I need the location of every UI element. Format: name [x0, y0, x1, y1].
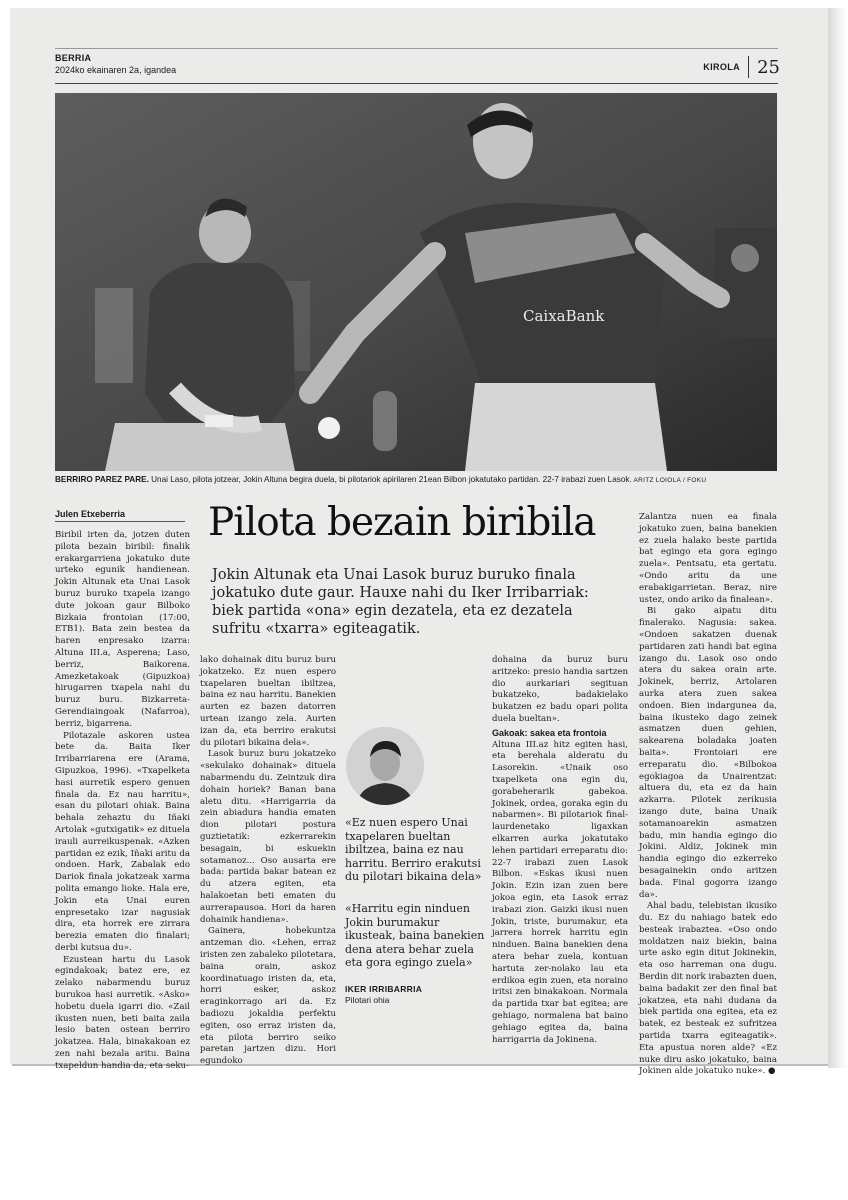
article-subhead: Jokin Altunak eta Unai Lasok buruz buruko finala jokatuko dute gaur. Hauxe nahi du Iker Irribarriak: biek partida «ona» egin dezatela, eta ez dezatela sufritu «txarra» egiteagatik.	[212, 567, 589, 637]
quote-attribution	[345, 984, 422, 1006]
folio-divider	[748, 56, 749, 78]
photo-illustration	[55, 93, 777, 471]
body-paragraph: Gainera, hobekuntza antzeman dio. «Lehen, erraz iristen zen zabaleko pilotetara, baina orain, askoz koordinatuago iristen da, eta, horri esker, askoz eraginkorrago ari da. Ez badiozu jokaldia perfektu egiten, oso erraz iristen da, eta pilota berriro seiko paretan jartzen dizu. Hori egundoko	[200, 926, 336, 1067]
article-column-1	[55, 530, 190, 1073]
page-number: 25	[757, 56, 780, 78]
newspaper-name: BERRIA	[55, 53, 92, 63]
page-edge-shadow	[828, 8, 848, 1068]
body-paragraph: Bi gako aipatu ditu finalerako. Nagusia: sakea. «Ondoen sakatzen duenak partidaren zati handi bat egina izango du. Lasok oso ondo atera du sakea orain arte. Jokinek, berriz, Artolaren aurka atera zuen sakea ondoen. Bien indargunea da, baina ikusteko dago zeinek asmatzen duen gehien, sakearena boladaka joaten baita». Frontoiari ere erreparatu dio. «Bilbokoa egokiagoa da Unairentzat: altuera du, eta ez da hain azkarra. Pilotek zerikusia izango dute, baina Unaik sotamanoarekin asmatzen badu, min handia egingo dio Jokini. Aldiz, Jokinek min handia egingo dio ezkerreko besagainekin ondo aritzen bada. Final gogorra izango da».	[639, 606, 777, 900]
shirt-sponsor-text: CaixaBank	[523, 307, 605, 325]
article-column-3	[492, 655, 628, 1046]
header-top-rule	[55, 48, 778, 49]
body-paragraph: Ahal badu, telebistan ikusiko du. Ez du nahiago batek edo besteak irabaztea. «Oso ondo moldatzen naiz biekin, baina urte asko egin ditut Jokinekin, eta oso harreman ona dugu. Berdin dit nork irabazten duen, baina badakit zer den final bat jokatzea, eta nahi dudana da biek partida ona egitea, eta ez batek, ez besteak ez sufritzea partida txarra egiteagatik». Eta apustua noren alde? «Ez nuke diru asko jokatuko, baina Jokinen alde jokatuko nuke». ●	[639, 901, 777, 1077]
masthead	[55, 52, 176, 76]
body-paragraph: Zalantza nuen ea finala jokatuko zuen, baina banekien ez zuela halako beste partida bat egingo eta gora egingo zuela». Pentsatu, eta gertatu. «Ondo aritu da une erabakigarrietan. Beraz, nire ustez, ondo ariko da finalean».	[639, 512, 777, 605]
pull-quote-1: «Ez nuen espero Unai txapelaren bueltan ibiltzea, baina ez nau harritu. Berriro erakutsi du pilotari bikaina dela»	[345, 816, 482, 883]
interviewee-portrait	[346, 727, 424, 805]
caption-lead: BERRIRO PAREZ PARE.	[55, 475, 149, 484]
body-paragraph: dohaina da buruz buru aritzeko: presio handia sartzen dio aurkariari segituan bukatzeko, badakielako bukatzen ez badu opari polita duela bueltan».	[492, 655, 628, 724]
caption-text: Unai Laso, pilota jotzear, Jokin Altuna begira duela, bi pilotariok apirilaren 21ean Bilbon jokatutako partidan. 22-7 irabazi zuen Lasok.	[148, 475, 632, 484]
body-paragraph: Lasok buruz buru jokatzeko «sekulako dohainak» dituela nabarmendu du. Zeintzuk dira dohain horiek? Banan bana aletu ditu. «Harrigarria da zein abiadura handia ematen dion pilotari postura guztietatik: ezkerrarekin besagain, bi eskuekin sotamanoz... Oso ausarta ere bada: partida bakar batean ez du atzera egiten, eta halakoetan beti ematen du aurrerapausoa. Hori da haren dohainik handiena».	[200, 749, 336, 925]
issue-date: 2024ko ekainaren 2a, igandea	[55, 65, 177, 75]
page-folio	[703, 56, 780, 78]
author-byline: Julen Etxeberria	[55, 509, 126, 519]
pelota-match-photo	[55, 93, 777, 471]
article-column-2	[200, 655, 336, 1068]
article-headline: Pilota bezain biribila	[208, 500, 596, 545]
pelota-ball	[318, 417, 340, 439]
photo-credit: ARITZ LOIOLA / FOKU	[631, 477, 707, 484]
body-paragraph: Pilotazale askoren ustea bete da. Baita Iker Irribarriarena ere (Arama, Gipuzkoa, 1996). «Txapelketa hasi aurretik espero genuen finala da. Ez nau harritu», esan du pilotari ohiak. Baina behala zehaztu du Iñaki Artolak «gutxigatik» ez dituela irauli aurreikuspenak. «Azken partidan ez ezik, Iñaki aritu da ondoen. Hark, Zabalak edo Dariok finala jokatzeak xarma polita emango lioke. Hala ere, Jokin eta Unai euren enpresetako izar nagusiak dira, eta horrek ere zirrara berezia ematen dio finalari; derbi kutsua du».	[55, 730, 190, 953]
header-rule	[55, 83, 778, 84]
portrait-illustration	[346, 727, 424, 805]
body-paragraph: Altuna III.az hitz egiten hasi, eta berehala alderatu du Lasorekin. «Unaik oso txapelketa ona egin du, gorabeherarik gabekoa. Jokinek, ordea, goraka egin du nabarmen». Bi pilotariok final-laurdenetako ligaxkan elkarren aurka jokatutako lehen partidari erreparatu dio: 22-7 irabazi zuen Lasok Bilbon. «Eskas ikusi nuen Jokin. Ezin izan zuen bere jokoa egin, eta Lasok erraz irabazi zion. Gaizki ikusi nuen Jokin, triste, burumakur, eta jarrera horrek harritu egin ninduen. Baina banekien dena atera behar zuela, kontuan hartuta zer-nolako lau eta erdikoa egin zuen, eta noraino iritsi zen binakakoan. Normala da partida txar bat egitea; are gehiago, normalena bat baino gehiago egitea da, baina harrigarria da Jokinena.	[492, 739, 628, 1045]
photo-caption	[55, 474, 785, 486]
quote-author-role: Pilotari ohia	[345, 995, 390, 1005]
pull-quote-2: «Harritu egin ninduen Jokin burumakur ikusteak, baina banekien dena atera behar zuela eta gora egingo zuela»	[345, 902, 485, 969]
byline-rule	[55, 521, 185, 522]
quote-author-name: IKER IRRIBARRIA	[345, 984, 423, 994]
body-paragraph: Biribil irten da, jotzen duten pilota bezain biribil: finalik erakargarriena jokatuko dute urteko egunik handienean. Jokin Altunak eta Unai Lasok buruz buruko txapela izango dute jokoan gaur Bilboko Bizkaia frontoian (17:00, ETB1). Bata zein bestea da haren enpresako izarra: Altuna III.a, Asperena; Laso, berriz, Baikorena. Amezketakoak (Gipuzkoa) hirugarren txapela nahi du buruz buru. Bizkarreta-Gerendiaingoak (Nafarroa), berriz, bigarrena.	[55, 530, 190, 729]
body-paragraph: lako dohainak ditu buruz buru jokatzeko. Ez nuen espero txapelaren bueltan ibiltzea, baina ez nau harritu. Banekien aurten ez bazen datorren urtean izango zela. Aurten izan da, eta berriro erakutsi du pilotari bikaina dela».	[200, 655, 336, 748]
section-name: KIROLA	[703, 62, 741, 72]
article-subheading: Gakoak: sakea eta frontoia	[492, 727, 607, 738]
article-column-4	[639, 512, 777, 1078]
body-paragraph: Ezustean hartu du Lasok egindakoak; batez ere, ez zelako nabarmendu buruz burukoa hasi aurretik. «Asko» hobetu duela igarri dio. «Zail ikusten nuen, beti baita zaila lesio baten ostean berriro jokatzea. Hala, binakakoan ez zen nahi bezala aritu. Baina txapeldun handia da, eta seku-	[55, 954, 190, 1071]
